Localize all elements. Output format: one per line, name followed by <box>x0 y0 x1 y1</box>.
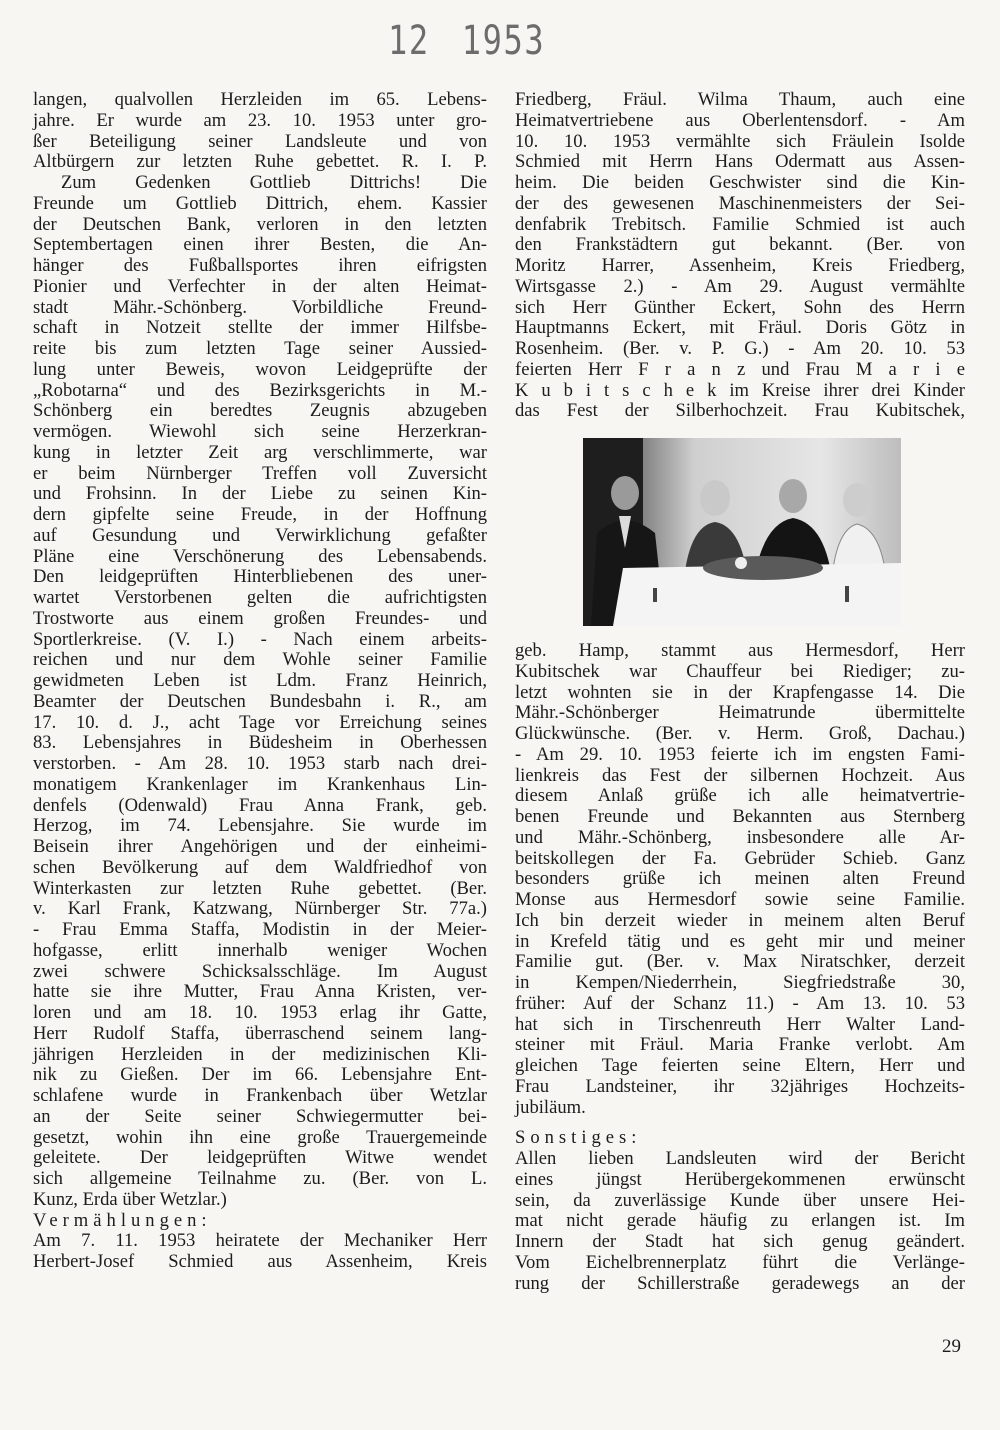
text-line: K u b i t s c h e k im Kreise ihrer drei Kinder <box>515 379 965 401</box>
text-line: reichen und nur dem Wohle seiner Familie <box>33 649 487 671</box>
text-line: ßer Beteiligung seiner Landsleute und von <box>33 130 487 152</box>
text-line: auf Gesundung und Verwirklichung gefaßter <box>33 524 487 546</box>
text-line: verstorben. - Am 28. 10. 1953 starb nach drei- <box>33 753 487 774</box>
text-line: Wirtsgasse 2.) - Am 29. August vermählte <box>515 275 965 297</box>
text-line: - Am 29. 10. 1953 feierte ich im engsten Fami- <box>515 743 965 765</box>
left-column <box>33 90 487 1273</box>
text-line: denfabrik Trebitsch. Familie Schmied ist auch <box>515 213 965 235</box>
text-line: heim. Die beiden Geschwister sind die Kin- <box>515 172 965 193</box>
text-line: und Mähr.-Schönberg, insbesondere alle Ar- <box>515 826 965 848</box>
text-line: feierten Herr F r a n z und Frau M a r i e <box>515 358 965 380</box>
text-line: Mähr.-Schönberger Heimatrunde übermittelte <box>515 702 965 724</box>
text-line: Herzog, im 74. Lebensjahre. Sie wurde im <box>33 815 487 837</box>
text-line: Vermählungen: <box>33 1209 212 1231</box>
text-line: Hauptmanns Eckert, mit Fräul. Doris Götz in <box>515 317 965 339</box>
text-line: eines jüngst Herübergekommenen erwünscht <box>515 1168 965 1190</box>
text-line: früher: Auf der Schanz 11.) - Am 13. 10. 53 <box>515 992 965 1014</box>
text-line: loren und am 18. 10. 1953 erlag ihr Gatte, <box>33 1002 487 1023</box>
text-line: und Frohsinn. In der Liebe zu seinen Kin- <box>33 483 487 505</box>
text-line: steiner mit Fräul. Maria Franke verlobt. Am <box>515 1034 965 1056</box>
text-line: Zum Gedenken Gottlieb Dittrichs! Die <box>61 172 487 193</box>
paragraph <box>33 173 487 1211</box>
text-line: Freunde um Gottlieb Dittrich, ehem. Kassier <box>33 192 487 214</box>
text-line: er beim Nürnberger Treffen voll Zuversicht <box>33 462 487 484</box>
text-line: nik zu Gießen. Der im 66. Lebensjahre Ent- <box>33 1064 487 1086</box>
text-line: Monse aus Hermesdorf sowie seine Familie. <box>515 889 965 910</box>
text-line: Schönberg ein beredtes Zeugnis abzugeben <box>33 400 487 422</box>
text-line: gewidmeten Leben ist Ldm. Franz Heinrich, <box>33 670 487 691</box>
text-line: Sportlerkreise. (V. I.) - Nach einem arbeits- <box>33 628 487 650</box>
text-line: wartet Verstorbenen gelten die aufrichtigsten <box>33 587 487 608</box>
text-line: sich Herr Günther Eckert, Sohn des Herrn <box>515 296 965 318</box>
section-heading <box>515 1128 965 1149</box>
text-line: Familie gut. (Ber. v. Max Niratschker, derzeit <box>515 951 965 973</box>
text-line: hänger des Fußballsportes ihren eifrigsten <box>33 255 487 276</box>
text-line: beitskollegen der Fa. Gebrüder Schieb. Ganz <box>515 847 965 869</box>
text-line: mat nicht gerade häufig zu erlangen ist. Im <box>515 1210 965 1232</box>
text-line: Beamter der Deutschen Bundesbahn i. R., am <box>33 690 487 712</box>
text-line: Heimatvertriebene aus Oberlentensdorf. - Am <box>515 109 965 131</box>
text-line: Allen lieben Landsleuten wird der Bericht <box>515 1148 965 1169</box>
text-line: den Frankstädtern gut bekannt. (Ber. von <box>515 234 965 256</box>
text-line: reite bis zum letzten Tage seiner Aussied- <box>33 338 487 359</box>
family-photo <box>583 438 901 626</box>
text-line: stadt Mähr.-Schönberg. Vorbildliche Freund- <box>33 296 487 318</box>
text-line: Trostworte aus einem großen Freundes- und <box>33 607 487 629</box>
text-line: Moritz Harrer, Assenheim, Kreis Friedberg, <box>515 255 965 276</box>
text-line: der Deutschen Bank, verloren in den letzten <box>33 213 487 235</box>
text-line: Pionier und Verfechter in der alten Heimat- <box>33 275 487 297</box>
text-line: jubiläum. <box>515 1096 586 1118</box>
text-line: gleichen Tage feierten seine Eltern, Herr und <box>515 1055 965 1076</box>
text-line: lung unter Beweis, wovon Leidgeprüfte der <box>33 358 487 380</box>
text-line: 10. 10. 1953 vermählte sich Fräulein Isolde <box>515 130 965 152</box>
text-line: gesetzt, wohin ihn eine große Trauergemeinde <box>33 1126 487 1148</box>
text-line: in Krefeld tätig und es geht mir und meiner <box>515 930 965 952</box>
text-line: Beisein ihrer Angehörigen und der einheimi- <box>33 836 487 857</box>
text-line: lienkreis das Fest der silbernen Hochzeit. Aus <box>515 764 965 786</box>
text-line: Den leidgeprüften Hinterbliebenen des uner- <box>33 566 487 588</box>
text-line: Septembertagen einen ihrer Besten, die An- <box>33 234 487 256</box>
text-line: geb. Hamp, stammt aus Hermesdorf, Herr <box>515 640 965 661</box>
text-line: „Robotarna“ und des Bezirksgerichts in M.- <box>33 379 487 401</box>
text-line: schlafene wurde in Frankenbach über Wetzlar <box>33 1085 487 1106</box>
paragraph <box>515 641 965 1118</box>
text-line: Innern der Stadt hat sich genug geändert. <box>515 1231 965 1252</box>
text-line: letzt wohnten sie in der Krapfengasse 14. Die <box>515 681 965 703</box>
text-line: an der Seite seiner Schwiegermutter bei- <box>33 1105 487 1127</box>
paragraph <box>515 90 965 422</box>
text-line: das Fest der Silberhochzeit. Frau Kubitschek, <box>515 400 965 422</box>
text-line: benen Freunde und Bekannten aus Sternberg <box>515 806 965 827</box>
text-line: Pläne eine Verschönerung des Lebensabends. <box>33 545 487 567</box>
right-column <box>515 90 965 1294</box>
text-line: 83. Lebensjahres in Büdesheim in Oberhessen <box>33 732 487 754</box>
text-line: Winterkasten zur letzten Ruhe gebettet. (Ber. <box>33 877 487 899</box>
text-line: hat sich in Tirschenreuth Herr Walter Land- <box>515 1013 965 1035</box>
text-line: Friedberg, Fräul. Wilma Thaum, auch eine <box>515 89 965 110</box>
text-line: hatte sie ihre Mutter, Frau Anna Kristen, ver- <box>33 981 487 1003</box>
text-line: besonders grüße ich meinen alten Freund <box>515 868 965 890</box>
paragraph <box>33 90 487 173</box>
text-line: monatigem Krankenlager im Krankenhaus Lin- <box>33 773 487 795</box>
text-line: Altbürgern zur letzten Ruhe gebettet. R. I. P. <box>33 151 487 173</box>
text-line: zwei schwere Schicksalsschläge. Im August <box>33 960 487 982</box>
page-number: 29 <box>942 1336 961 1357</box>
stamp-month: 12 <box>388 18 430 64</box>
text-line: v. Karl Frank, Katzwang, Nürnberger Str. 77a.) <box>33 898 487 920</box>
text-line: schen Bevölkerung auf dem Waldfriedhof von <box>33 856 487 878</box>
text-line: Kunz, Erda über Wetzlar.) <box>33 1188 227 1210</box>
text-line: Herr Rudolf Staffa, überraschend seinem lang- <box>33 1022 487 1044</box>
text-line: 17. 10. d. J., acht Tage vor Erreichung seines <box>33 711 487 733</box>
paragraph <box>515 1149 965 1294</box>
text-line: der des gewesenen Maschinenmeisters der Sei- <box>515 192 965 214</box>
text-line: - Frau Emma Staffa, Modistin in der Meier- <box>33 919 487 940</box>
text-line: Schmied mit Herrn Hans Odermatt aus Assen- <box>515 151 965 173</box>
text-line: Ich bin derzeit wieder in meinem alten Beruf <box>515 909 965 931</box>
date-stamp <box>388 18 577 64</box>
text-line: sich allgemeine Teilnahme zu. (Ber. von L. <box>33 1168 487 1189</box>
text-line: Frau Landsteiner, ihr 32jähriges Hochzeits- <box>515 1075 965 1097</box>
text-line: jahre. Er wurde am 23. 10. 1953 unter gro- <box>33 109 487 131</box>
text-line: in Kempen/Niederrhein, Siegfriedstraße 30, <box>515 972 965 993</box>
text-line: Sonstiges: <box>515 1127 642 1149</box>
stamp-year: 1953 <box>461 18 546 64</box>
text-line: hofgasse, erlitt innerhalb weniger Wochen <box>33 939 487 961</box>
text-line: schaft in Notzeit stellte der immer Hilfsbe- <box>33 317 487 339</box>
text-line: Rosenheim. (Ber. v. P. G.) - Am 20. 10. 53 <box>515 338 965 359</box>
text-line: langen, qualvollen Herzleiden im 65. Lebens- <box>33 89 487 110</box>
text-line: Kubitschek war Chauffeur bei Riediger; zu- <box>515 660 965 682</box>
text-line: Glückwünsche. (Ber. v. Herm. Groß, Dachau.) <box>515 723 965 744</box>
text-line: kung in letzter Zeit arg verschlimmerte, war <box>33 441 487 463</box>
text-line: dern gipfelte seine Freude, in der Hoffnung <box>33 504 487 525</box>
text-line: rung der Schillerstraße geradewegs an der <box>515 1272 965 1294</box>
text-line: denfels (Odenwald) Frau Anna Frank, geb. <box>33 794 487 816</box>
text-line: Am 7. 11. 1953 heiratete der Mechaniker Herr <box>33 1230 487 1252</box>
text-line: diesem Anlaß grüße ich alle heimatvertrie- <box>515 785 965 807</box>
paragraph <box>33 1231 487 1273</box>
section-heading <box>33 1211 487 1232</box>
text-line: jährigen Herzleiden in der medizinischen Kli- <box>33 1043 487 1065</box>
text-line: sein, da zuverlässige Kunde über unsere Hei- <box>515 1189 965 1211</box>
text-line: Vom Eichelbrennerplatz führt die Verlänge- <box>515 1251 965 1273</box>
text-line: vermögen. Wiewohl sich seine Herzerkran- <box>33 421 487 442</box>
text-line: Herbert-Josef Schmied aus Assenheim, Kreis <box>33 1251 487 1272</box>
text-line: geleitete. Der leidgeprüften Witwe wendet <box>33 1147 487 1169</box>
